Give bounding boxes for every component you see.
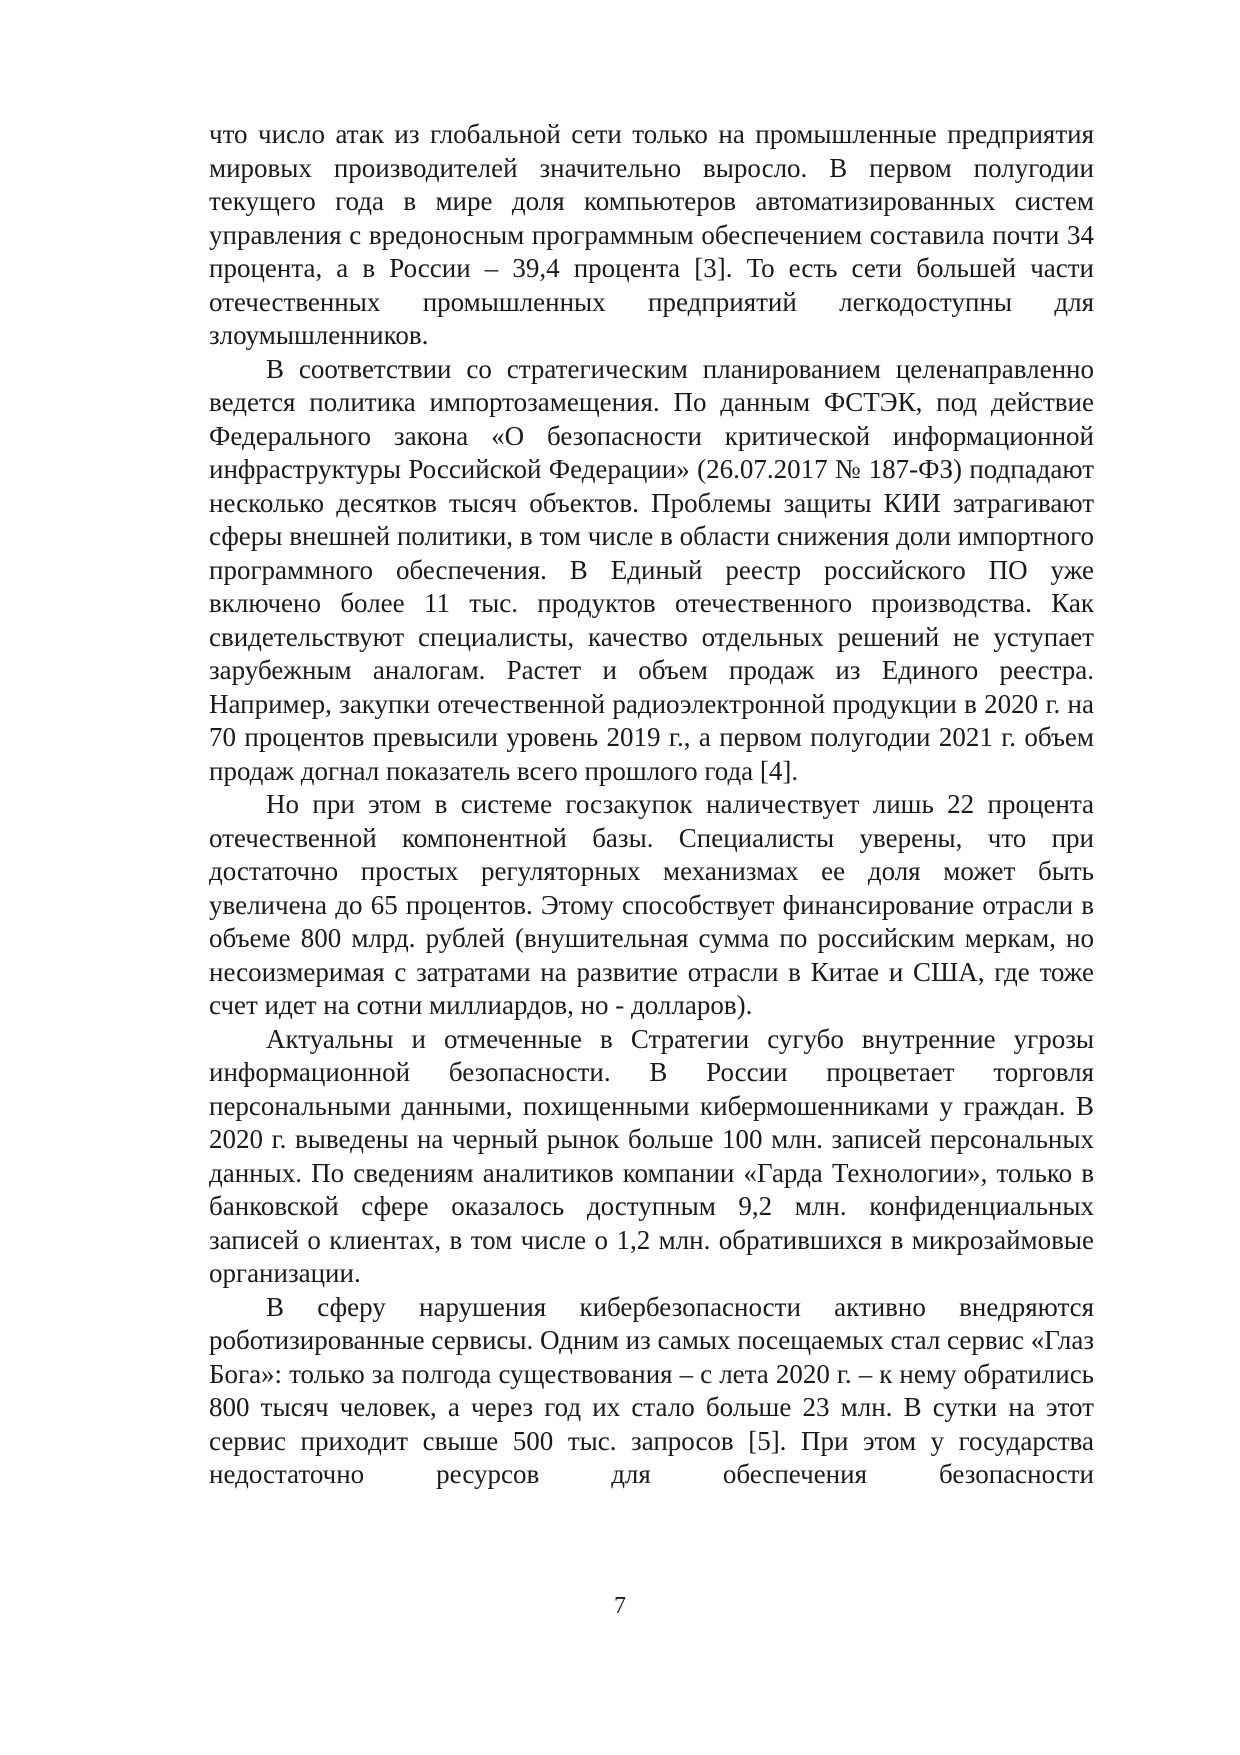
document-body <box>209 118 1094 1492</box>
paragraph-3: Но при этом в системе госзакупок наличествует лишь 22 процента отечественной компонентной базы. Специалисты уверены, что при достаточно простых регуляторных механизмах ее доля может быть увеличена до 65 процентов. Этому способствует финансирование отрасли в объеме 800 млрд. рублей (внушительная сумма по российским меркам, но несоизмеримая с затратами на развитие отрасли в Китае и США, где тоже счет идет на сотни миллиардов, но - долларов). <box>209 789 1094 1020</box>
paragraph-1: что число атак из глобальной сети только на промышленные предприятия мировых производителей значительно выросло. В первом полугодии текущего года в мире доля компьютеров автоматизированных систем управления с вредоносным программным обеспечением составила почти 34 процента, а в России – 39,4 процента [3]. То есть сети большей части отечественных промышленных предприятий легкодоступны для злоумышленников. <box>209 119 1094 350</box>
paragraph-5: В сферу нарушения кибербезопасности активно внедряются роботизированные сервисы. Одним из самых посещаемых стал сервис «Глаз Бога»: только за полгода существования – с лета 2020 г. – к нему обратились 800 тысяч человек, а через год их стало больше 23 млн. В сутки на этот сервис приходит свыше 500 тыс. запросов [5]. При этом у государства недостаточно ресурсов для обеспечения безопасности <box>209 1291 1094 1489</box>
paragraph-2: В соответствии со стратегическим планированием целенаправленно ведется политика импортозамещения. По данным ФСТЭК, под действие Федерального закона «О безопасности критической информационной инфраструктуры Российской Федерации» (26.07.2017 № 187-ФЗ) подпадают несколько десятков тысяч объектов. Проблемы защиты КИИ затрагивают сферы внешней политики, в том числе в области снижения доли импортного программного обеспечения. В Единый реестр российского ПО уже включено более 11 тыс. продуктов отечественного производства. Как свидетельствуют специалисты, качество отдельных решений не уступает зарубежным аналогам. Растет и объем продаж из Единого реестра. Например, закупки отечественной радиоэлектронной продукции в 2020 г. на 70 процентов превысили уровень 2019 г., а первом полугодии 2021 г. объем продаж догнал показатель всего прошлого года [4]. <box>209 353 1094 786</box>
paragraph-4: Актуальны и отмеченные в Стратегии сугубо внутренние угрозы информационной безопасности. В России процветает торговля персональными данными, похищенными кибермошенниками у граждан. В 2020 г. выведены на черный рынок больше 100 млн. записей персональных данных. По сведениям аналитиков компании «Гарда Технологии», только в банковской сфере оказалось доступным 9,2 млн. конфиденциальных записей о клиентах, в том числе о 1,2 млн. обратившихся в микрозаймовые организации. <box>209 1023 1094 1288</box>
page-number: 7 <box>614 1593 626 1619</box>
